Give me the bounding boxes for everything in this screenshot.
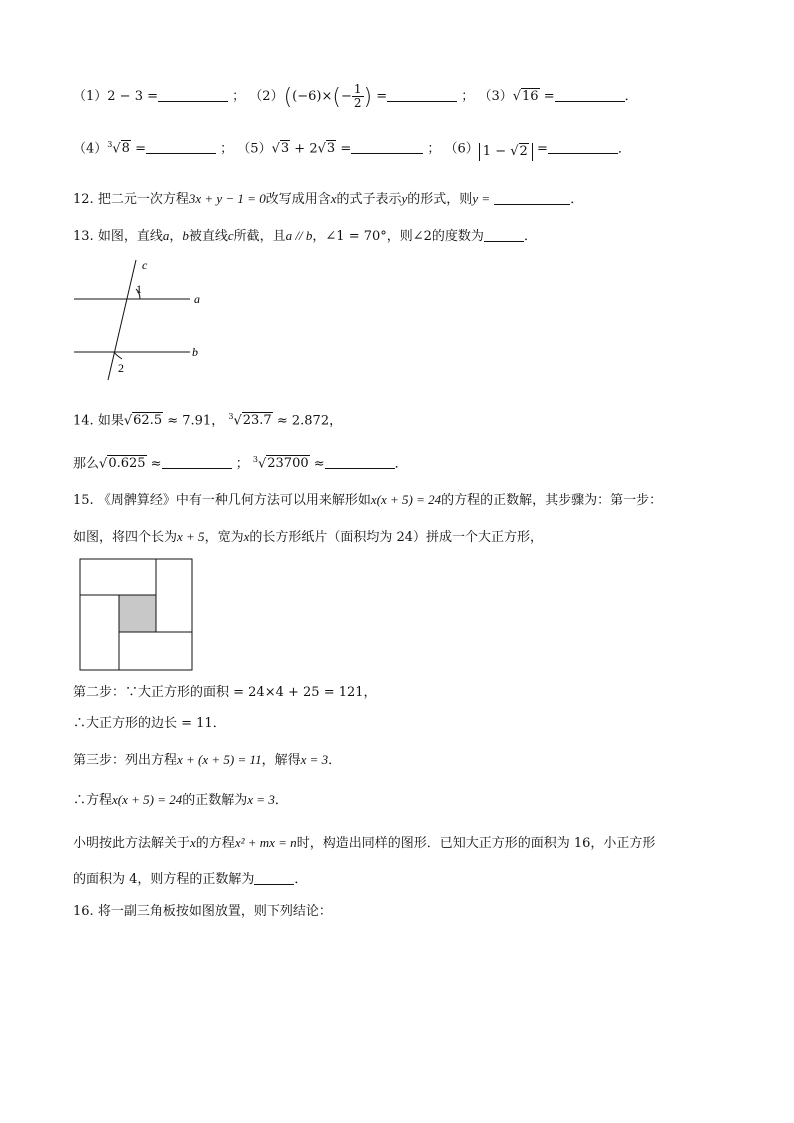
- question-13: 13. 如图，直线a，b被直线c所截，且a // b，∠1 = 70°，则∠2的度数为 ．: [73, 228, 537, 244]
- question-16: 16. 将一副三角板按如图放置，则下列结论：: [73, 904, 332, 919]
- q11-answer-blank-1[interactable]: [158, 87, 228, 102]
- q11-line-1: （1）2 − 3 = ； （2）((−6)×(− $\frac{1}{2}$ ) = ； （3）√16 = ．: [73, 82, 638, 110]
- question-15-problem-line-1: 小明按此方法解关于x的方程x² + mx = n时，构造出同样的图形．已知大正方形的面积为 16，小正方形: [73, 835, 656, 851]
- inner-square: [119, 595, 156, 632]
- label-2: 2: [118, 361, 124, 375]
- q11-answer-blank-2[interactable]: [387, 87, 457, 102]
- fraction-half: $\frac{1}{2}$: [353, 82, 362, 110]
- q11-answer-blank-6[interactable]: [548, 139, 618, 154]
- q14-answer-blank-1[interactable]: [162, 454, 232, 469]
- q12-answer-blank[interactable]: [494, 190, 570, 205]
- question-15-step-2b: ∴大正方形的边长 = 11．: [73, 716, 226, 731]
- q11-radicand-16: 16: [522, 89, 539, 104]
- question-14-line-2: 那么√0.625 ≈ ； $^3$√23700 ≈ ．: [73, 455, 408, 472]
- question-15-step-2: 第二步：∵大正方形的面积 = 24×4 + 25 = 121，: [73, 685, 377, 700]
- label-c: c: [142, 258, 148, 272]
- question-14-line-1: 14. 如果√62.5 ≈ 7.91， $^3$√23.7 ≈ 2.872，: [73, 412, 343, 429]
- question-number: 15.: [73, 493, 94, 508]
- question-number: 13.: [73, 229, 94, 244]
- question-15-step-3: 第三步：列出方程x + (x + 5) = 11，解得x = 3．: [73, 752, 342, 768]
- q11-line-2: $(4)^3√8$ = ； （5）√3 + 2√3 = ； （6） 1 − √2 = ．: [73, 140, 631, 160]
- parallel-lines-figure: [70, 255, 220, 385]
- question-number: 16.: [73, 904, 94, 919]
- q11-answer-blank-5[interactable]: [351, 139, 423, 154]
- q11-part-2-expr: (−6)×: [292, 89, 333, 104]
- absolute-value: 1 − √2: [479, 143, 533, 161]
- q11-answer-blank-4[interactable]: [146, 139, 216, 154]
- label-a: a: [194, 292, 200, 306]
- label-1: 1: [136, 282, 142, 296]
- q11-part-1: （1）2 − 3 =: [73, 89, 158, 104]
- question-15-line-2: 如图，将四个长为x + 5，宽为x的长方形纸片（面积均为 24）拼成一个大正方形，: [73, 529, 544, 545]
- q15-answer-blank[interactable]: [254, 870, 294, 885]
- question-12: 12. 把二元一次方程3x + y − 1 = 0改写成用含x的式子表示y的形式，则y = ．: [73, 191, 584, 207]
- question-15-step-4: ∴方程x(x + 5) = 24的正数解为x = 3．: [73, 792, 288, 808]
- four-rectangles-square-figure: [79, 558, 193, 672]
- label-b: b: [192, 345, 198, 359]
- q13-answer-blank[interactable]: [484, 227, 524, 242]
- question-number: 14.: [73, 413, 94, 429]
- question-number: 12.: [73, 192, 94, 207]
- question-15-problem-line-2: 的面积为 4，则方程的正数解为 ．: [73, 872, 308, 887]
- q14-answer-blank-2[interactable]: [325, 454, 395, 469]
- q11-answer-blank-3[interactable]: [555, 87, 625, 102]
- question-15-line-1: 15. 《周髀算经》中有一种几何方法可以用来解形如x(x + 5) = 24的方程的正数解，其步骤为：第一步：: [73, 492, 663, 508]
- angle-2-arc: [114, 352, 122, 359]
